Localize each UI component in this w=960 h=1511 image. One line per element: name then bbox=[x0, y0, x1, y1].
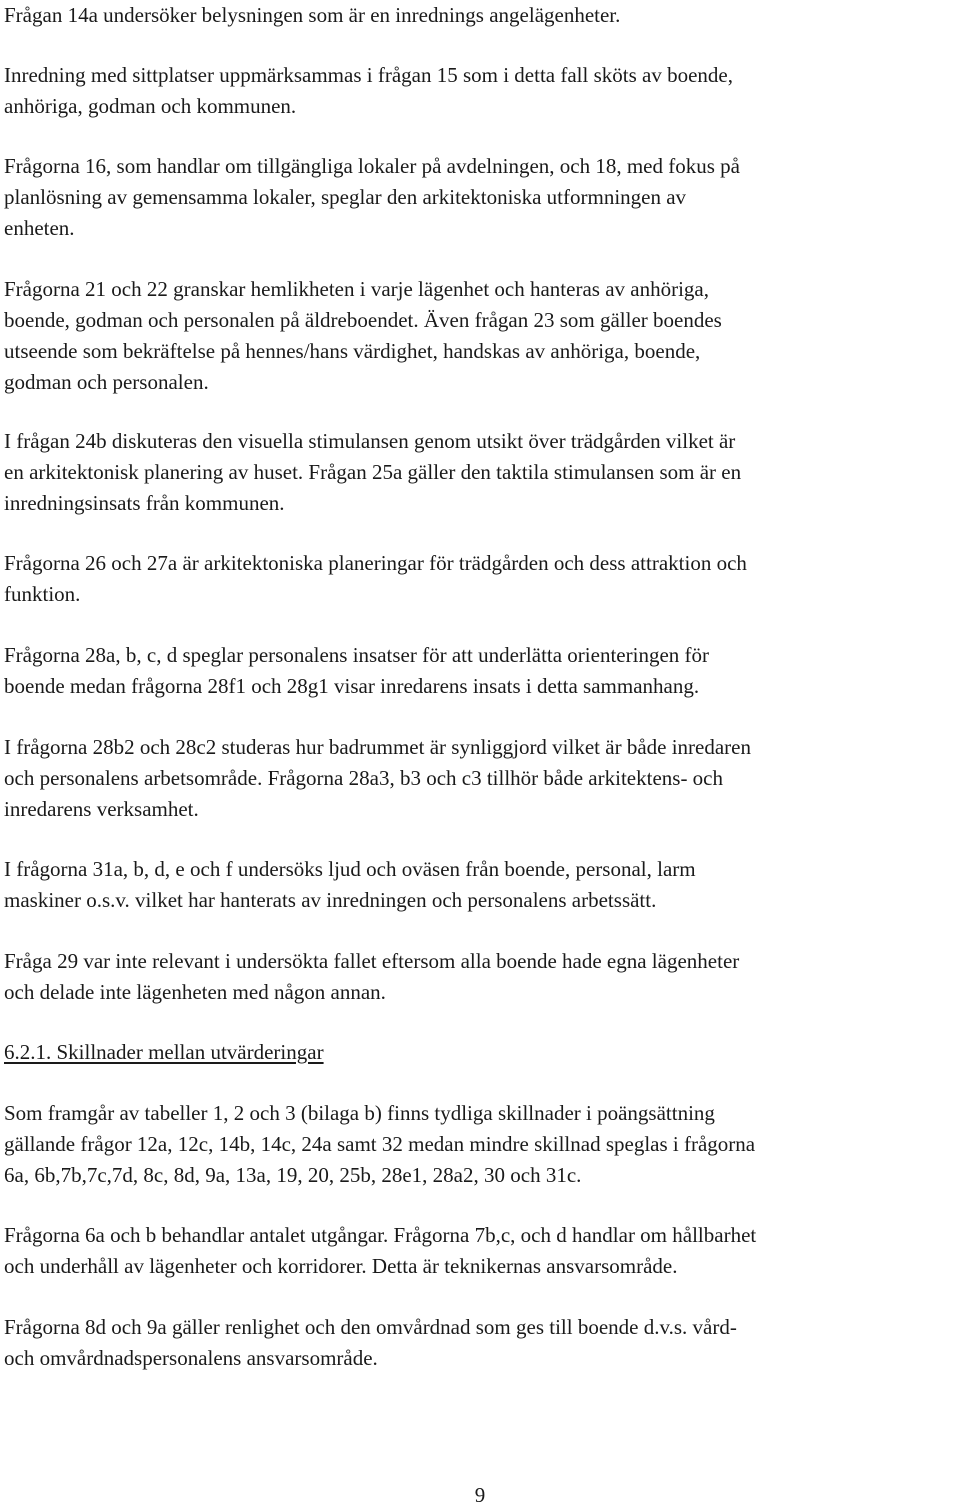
paragraph-5 bbox=[4, 426, 944, 519]
text-line: Frågorna 8d och 9a gäller renlighet och den omvårdnad som ges till boende d.v.s. vård- bbox=[4, 1315, 737, 1339]
text-line: och personalens arbetsområde. Frågorna 28a3, b3 och c3 tillhör både arkitektens- och bbox=[4, 766, 724, 790]
text-line: och underhåll av lägenheter och korridorer. Detta är teknikernas ansvarsområde. bbox=[4, 1254, 678, 1278]
text-line: 6a, 6b,7b,7c,7d, 8c, 8d, 9a, 13a, 19, 20, 25b, 28e1, 28a2, 30 och 31c. bbox=[4, 1163, 582, 1187]
paragraph-9 bbox=[4, 854, 944, 916]
text-line: I frågorna 28b2 och 28c2 studeras hur badrummet är synliggjord vilket är både inredaren bbox=[4, 735, 751, 759]
text-line: Frågorna 26 och 27a är arkitektoniska planeringar för trädgården och dess attraktion och bbox=[4, 551, 747, 575]
text-line: Frågorna 16, som handlar om tillgängliga lokaler på avdelningen, och 18, med fokus på bbox=[4, 154, 740, 178]
text-line: Frågorna 28a, b, c, d speglar personalens insatser för att underlätta orienteringen för bbox=[4, 643, 709, 667]
section-paragraph-3 bbox=[4, 1312, 944, 1374]
text-line: Frågorna 21 och 22 granskar hemlikheten i varje lägenhet och hanteras av anhöriga, bbox=[4, 277, 709, 301]
text-line: Frågan 14a undersöker belysningen som är en inrednings angelägenheter. bbox=[4, 3, 621, 27]
section-paragraph-2 bbox=[4, 1220, 944, 1282]
text-line: Inredning med sittplatser uppmärksammas i frågan 15 som i detta fall sköts av boende, bbox=[4, 63, 733, 87]
text-line: funktion. bbox=[4, 582, 81, 606]
text-line: anhöriga, godman och kommunen. bbox=[4, 94, 297, 118]
text-line: och omvårdnadspersonalens ansvarsområde. bbox=[4, 1346, 378, 1370]
text-line: inredarens verksamhet. bbox=[4, 797, 199, 821]
text-line: utseende som bekräftelse på hennes/hans värdighet, handskas av anhöriga, boende, bbox=[4, 339, 701, 363]
text-line: I frågorna 31a, b, d, e och f undersöks ljud och oväsen från boende, personal, larm bbox=[4, 857, 696, 881]
text-line: enheten. bbox=[4, 216, 75, 240]
paragraph-6 bbox=[4, 548, 944, 610]
text-line: Som framgår av tabeller 1, 2 och 3 (bilaga b) finns tydliga skillnader i poängsättning bbox=[4, 1101, 715, 1125]
text-line: gällande frågor 12a, 12c, 14b, 14c, 24a samt 32 medan mindre skillnad speglas i frågorna bbox=[4, 1132, 756, 1156]
text-line: Fråga 29 var inte relevant i undersökta fallet eftersom alla boende hade egna lägenheter bbox=[4, 949, 740, 973]
text-line: maskiner o.s.v. vilket har hanterats av inredningen och personalens arbetssätt. bbox=[4, 888, 657, 912]
paragraph-7 bbox=[4, 640, 944, 702]
text-line: boende medan frågorna 28f1 och 28g1 visar inredarens insats i detta sammanhang. bbox=[4, 674, 700, 698]
text-line: boende, godman och personalen på äldreboendet. Även frågan 23 som gäller boendes bbox=[4, 308, 722, 332]
paragraph-1 bbox=[4, 0, 944, 31]
paragraph-8 bbox=[4, 732, 944, 825]
section-heading: 6.2.1. Skillnader mellan utvärderingar bbox=[4, 1040, 324, 1064]
text-line: och delade inte lägenheten med någon annan. bbox=[4, 980, 386, 1004]
text-line: I frågan 24b diskuteras den visuella stimulansen genom utsikt över trädgården vilket är bbox=[4, 429, 736, 453]
page-number: 9 bbox=[474, 1483, 486, 1507]
text-line: inredningsinsats från kommunen. bbox=[4, 491, 285, 515]
text-line: en arkitektonisk planering av huset. Frågan 25a gäller den taktila stimulansen som är en bbox=[4, 460, 742, 484]
text-line: godman och personalen. bbox=[4, 370, 209, 394]
paragraph-10 bbox=[4, 946, 944, 1008]
section-paragraph-1 bbox=[4, 1098, 944, 1191]
text-line: planlösning av gemensamma lokaler, speglar den arkitektoniska utformningen av bbox=[4, 185, 687, 209]
paragraph-2 bbox=[4, 60, 944, 122]
text-line: Frågorna 6a och b behandlar antalet utgångar. Frågorna 7b,c, och d handlar om hållbarhet bbox=[4, 1223, 757, 1247]
paragraph-3 bbox=[4, 151, 944, 244]
section-heading-block bbox=[4, 1037, 944, 1068]
paragraph-4 bbox=[4, 274, 944, 398]
